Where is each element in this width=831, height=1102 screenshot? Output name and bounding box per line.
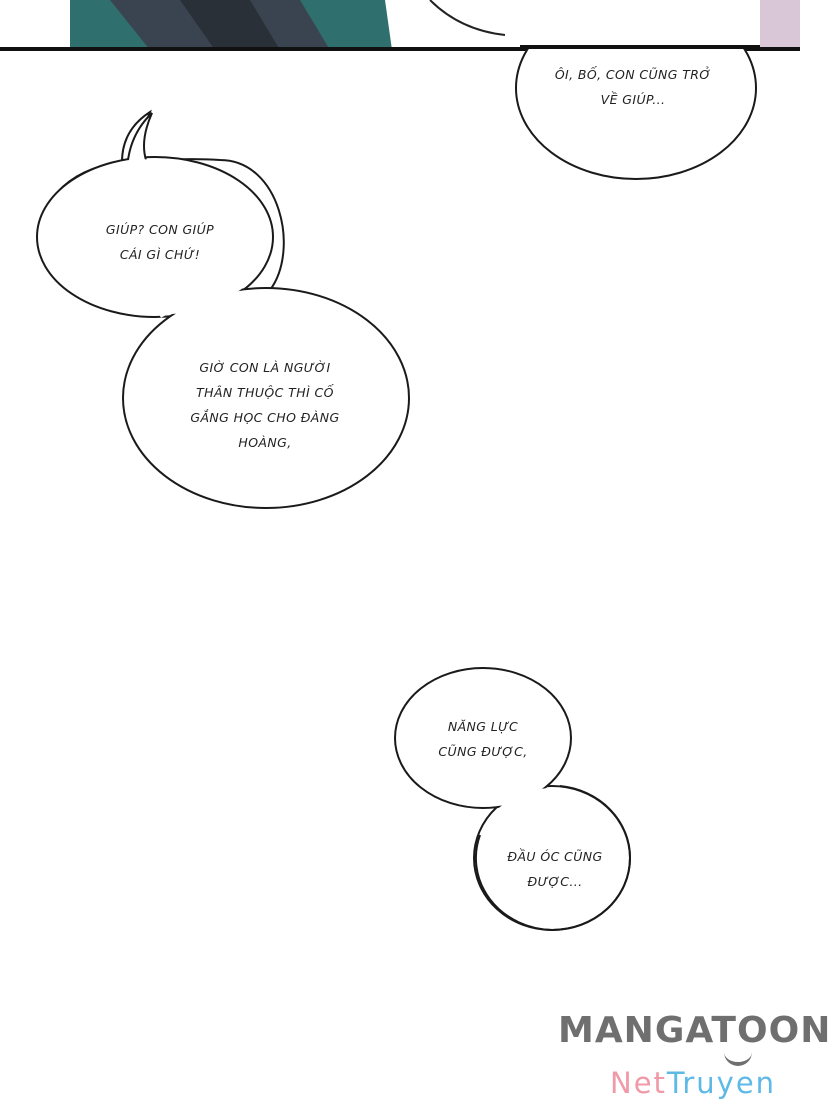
mangatoon-watermark: MANGATOON xyxy=(558,1010,831,1051)
speech-bubble-3-text: GIỜ CON LÀ NGƯỜI THÂN THUỘC THÌ CỐ GẮNG HỌC CHO ĐÀNG HOÀNG, xyxy=(190,360,340,450)
speech-bubble-2-text: GIÚP? CON GIÚP CÁI GÌ CHỨ! xyxy=(105,222,215,262)
speech-bubble-5-text: ĐẦU ÓC CŨNG ĐƯỢC... xyxy=(507,849,603,889)
nettruyen-watermark xyxy=(610,1066,776,1100)
speech-bubble-1-text: ÔI, BỐ, CON CŨNG TRỞ VỀ GIÚP... xyxy=(554,67,712,107)
nettruyen-watermark-part1: Net xyxy=(610,1066,667,1100)
nettruyen-watermark-part2: Truyen xyxy=(666,1066,777,1100)
speech-bubble-4-text: NĂNG LỰC CŨNG ĐƯỢC, xyxy=(438,719,528,759)
